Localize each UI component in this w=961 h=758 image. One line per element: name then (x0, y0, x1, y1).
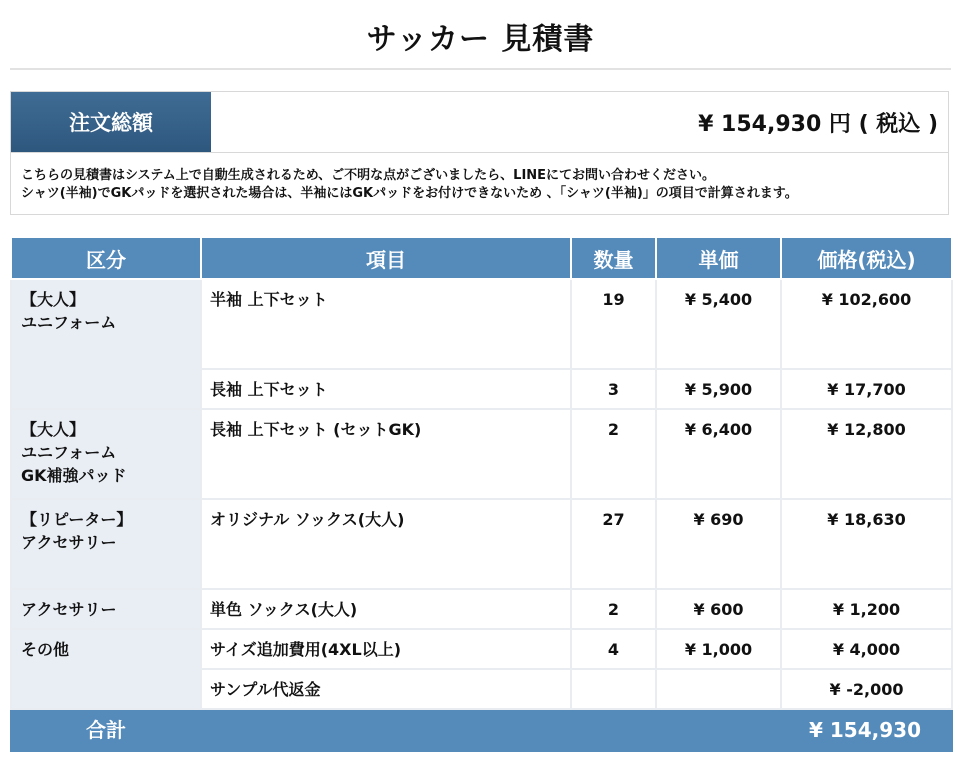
header-price: 価格(税込) (781, 237, 952, 279)
unit-price-cell: ¥ 1,000 (656, 629, 781, 669)
title-divider (10, 68, 951, 70)
item-cell: 単色 ソックス(大人) (201, 589, 571, 629)
table-row (11, 409, 952, 499)
header-qty: 数量 (571, 237, 656, 279)
qty-cell: 19 (571, 279, 656, 369)
order-total-amount: ¥ 154,930 円 ( 税込 ) (698, 111, 938, 137)
price-cell: ¥ 18,630 (781, 499, 952, 589)
price-cell: ¥ 4,000 (781, 629, 952, 669)
category-line: その他 (21, 640, 70, 659)
total-value: ¥ 154,930 (201, 709, 952, 751)
category-line: アクセサリー (21, 600, 117, 619)
unit-price-cell: ¥ 690 (656, 499, 781, 589)
estimate-table (10, 236, 953, 752)
notice-line: シャツ(半袖)でGKパッドを選択された場合は、半袖にはGKパッドをお付けできないため 、「シャツ(半袖)」の項目で計算されます。 (21, 186, 798, 201)
item-cell: オリジナル ソックス(大人) (201, 499, 571, 589)
order-total-label: 注文総額 (11, 92, 211, 152)
price-cell: ¥ 102,600 (781, 279, 952, 369)
notice-text (21, 167, 940, 203)
price-cell: ¥ 1,200 (781, 589, 952, 629)
total-row (11, 709, 952, 751)
header-unit-price: 単価 (656, 237, 781, 279)
category-cell (11, 629, 201, 709)
price-cell: ¥ 17,700 (781, 369, 952, 409)
qty-cell: 2 (571, 409, 656, 499)
notice-line: こちらの見積書はシステム上で自動生成されるため、ご不明な点がございましたら、LINEにてお問い合わせください。 (21, 168, 716, 183)
table-row (11, 589, 952, 629)
category-line: アクセサリー (21, 533, 117, 552)
unit-price-cell: ¥ 6,400 (656, 409, 781, 499)
unit-price-cell: ¥ 5,900 (656, 369, 781, 409)
qty-cell: 2 (571, 589, 656, 629)
item-cell: 半袖 上下セット (201, 279, 571, 369)
category-cell (11, 499, 201, 589)
category-cell (11, 279, 201, 409)
unit-price-cell: ¥ 600 (656, 589, 781, 629)
order-summary (10, 91, 949, 215)
category-line: 【リピーター】 (21, 510, 133, 529)
category-line: 【大人】 (21, 420, 86, 439)
table-header-row (11, 237, 952, 279)
price-cell: ¥ 12,800 (781, 409, 952, 499)
table-row (11, 279, 952, 369)
summary-divider (11, 152, 948, 153)
category-line: ユニフォーム (21, 443, 117, 462)
item-cell: サンプル代返金 (201, 669, 571, 709)
header-item: 項目 (201, 237, 571, 279)
table-row (11, 499, 952, 589)
category-line: ユニフォーム (21, 313, 117, 332)
total-label: 合計 (11, 709, 201, 751)
category-cell (11, 409, 201, 499)
table-row (11, 629, 952, 669)
unit-price-cell (656, 669, 781, 709)
price-cell: ¥ -2,000 (781, 669, 952, 709)
item-cell: サイズ追加費用(4XL以上) (201, 629, 571, 669)
category-line: GK補強パッド (21, 466, 127, 485)
item-cell: 長袖 上下セット (セットGK) (201, 409, 571, 499)
unit-price-cell: ¥ 5,400 (656, 279, 781, 369)
item-cell: 長袖 上下セット (201, 369, 571, 409)
page-title: サッカー 見積書 (366, 22, 595, 57)
qty-cell: 4 (571, 629, 656, 669)
qty-cell: 3 (571, 369, 656, 409)
category-cell (11, 589, 201, 629)
category-line: 【大人】 (21, 290, 86, 309)
qty-cell (571, 669, 656, 709)
header-category: 区分 (11, 237, 201, 279)
qty-cell: 27 (571, 499, 656, 589)
